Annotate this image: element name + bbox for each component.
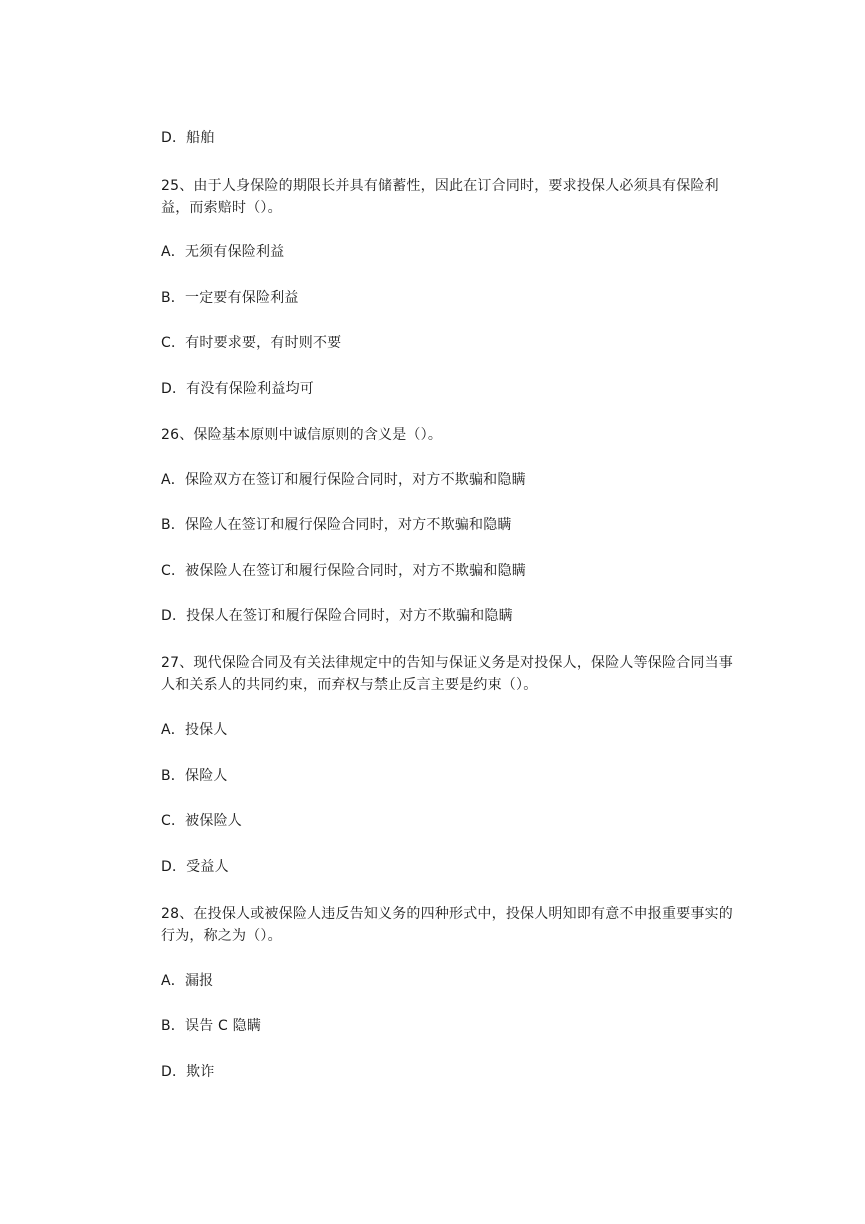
option-25-b: B．一定要有保险利益 xyxy=(161,290,299,306)
question-28: 28、在投保人或被保险人违反告知义务的四种形式中，投保人明知即有意不申报重要事实的行为，称之为（）。 xyxy=(161,906,734,944)
option-25-d: D．有没有保险利益均可 xyxy=(161,381,314,397)
option-26-c: C．被保险人在签订和履行保险合同时，对方不欺骗和隐瞒 xyxy=(161,563,526,579)
option-28-a: A．漏报 xyxy=(161,973,214,989)
option-25-c: C．有时要求要，有时则不要 xyxy=(161,335,342,351)
option-26-d: D．投保人在签订和履行保险合同时，对方不欺骗和隐瞒 xyxy=(161,608,513,624)
option-28-d: D．欺诈 xyxy=(161,1064,215,1080)
option-24-d: D．船舶 xyxy=(161,130,215,146)
question-26: 26、保险基本原则中诚信原则的含义是（）。 xyxy=(161,427,443,443)
option-27-d: D．受益人 xyxy=(161,859,229,875)
option-26-a: A．保险双方在签订和履行保险合同时，对方不欺骗和隐瞒 xyxy=(161,472,526,488)
option-26-b: B．保险人在签订和履行保险合同时，对方不欺骗和隐瞒 xyxy=(161,517,512,533)
question-27: 27、现代保险合同及有关法律规定中的告知与保证义务是对投保人，保险人等保险合同当事人和关系人的共同约束，而弃权与禁止反言主要是约束（）。 xyxy=(161,655,734,693)
question-25: 25、由于人身保险的期限长并具有储蓄性，因此在订合同时，要求投保人必须具有保险利益，而索赔时（）。 xyxy=(161,178,719,216)
option-27-a: A．投保人 xyxy=(161,722,228,738)
option-27-b: B．保险人 xyxy=(161,768,228,784)
option-28-b: B．误告 C 隐瞒 xyxy=(161,1018,262,1034)
option-25-a: A．无须有保险利益 xyxy=(161,244,285,260)
option-27-c: C．被保险人 xyxy=(161,813,242,829)
